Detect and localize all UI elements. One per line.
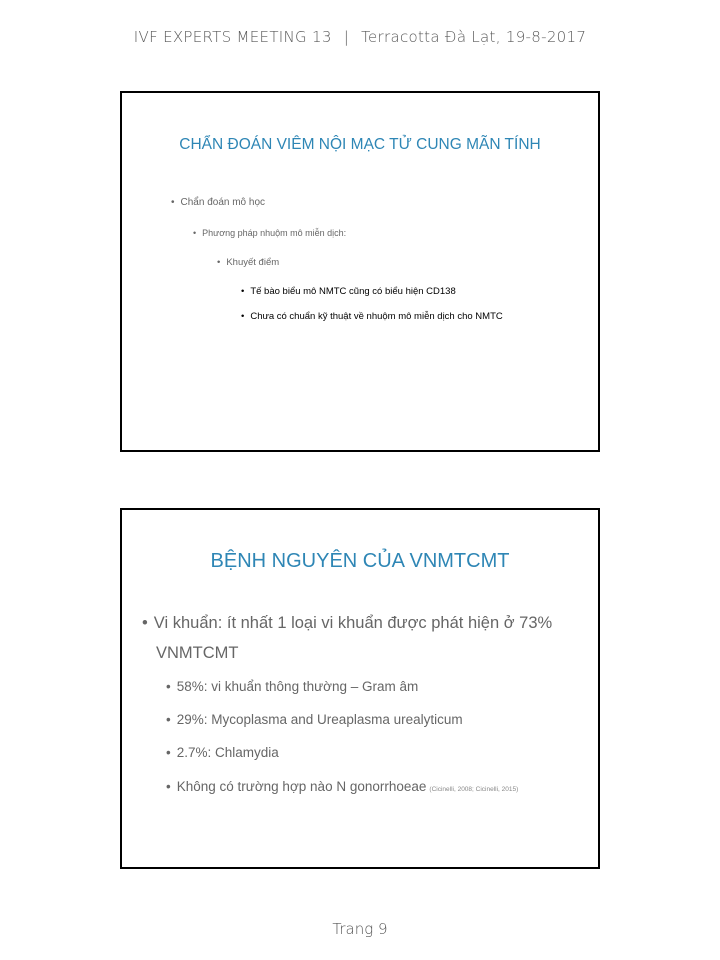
bullet-level-2: [166, 679, 418, 694]
header-venue-date: Terracotta Đà Lạt, 19-8-2017: [361, 28, 587, 46]
bullet-dot-icon: •: [193, 228, 197, 238]
bullet-dot-icon: •: [166, 779, 171, 794]
bullet-level-1: [171, 197, 265, 208]
bullet-text: Chưa có chuẩn kỹ thuật về nhuộm mô miễn dịch cho NMTC: [250, 311, 503, 322]
slide-title: BỆNH NGUYÊN CỦA VNMTCMT: [210, 550, 510, 572]
slide-thumbnail-1: [120, 91, 600, 452]
bullet-text: Tế bào biểu mô NMTC cũng có biểu hiện CD138: [250, 286, 456, 297]
bullet-text: Chẩn đoán mô học: [180, 197, 266, 208]
bullet-dot-icon: •: [241, 311, 245, 322]
bullet-level-2: [166, 745, 279, 760]
bullet-dot-icon: •: [217, 257, 221, 268]
bullet-text: 2.7%: Chlamydia: [176, 745, 279, 760]
bullet-text: 29%: Mycoplasma and Ureaplasma urealyticum: [176, 712, 463, 727]
slide-title: CHẨN ĐOÁN VIÊM NỘI MẠC TỬ CUNG MÃN TÍNH: [179, 136, 541, 153]
bullet-continuation: VNMTCMT: [156, 644, 239, 662]
bullet-level-3: [217, 257, 279, 268]
bullet-level-2: [193, 228, 346, 238]
header-separator: |: [343, 28, 350, 46]
bullet-level-4: [241, 286, 456, 297]
bullet-dot-icon: •: [142, 614, 148, 632]
header-event-name: IVF EXPERTS MEETING 13: [133, 28, 332, 46]
bullet-level-2: [166, 712, 463, 727]
bullet-text: Khuyết điểm: [226, 257, 280, 268]
bullet-dot-icon: •: [166, 745, 171, 760]
bullet-dot-icon: •: [166, 679, 171, 694]
page-number: Trang 9: [332, 920, 388, 938]
page-header: [0, 28, 720, 46]
slide-thumbnail-2: [120, 508, 600, 869]
bullet-text: Vi khuẩn: ít nhất 1 loại vi khuẩn được phát hiện ở 73%: [153, 614, 553, 632]
bullet-level-4: [241, 311, 503, 322]
bullet-level-2: [166, 779, 518, 794]
bullet-dot-icon: •: [171, 197, 175, 208]
bullet-text: 58%: vi khuẩn thông thường – Gram âm: [176, 679, 419, 694]
bullet-level-1: [142, 614, 552, 633]
bullet-text: Phương pháp nhuộm mô miễn dịch:: [202, 228, 347, 238]
bullet-text: Không có trường hợp nào N gonorrhoeae: [176, 779, 427, 794]
bullet-dot-icon: •: [166, 712, 171, 727]
citation: (Cicinelli, 2008; Cicinelli, 2015): [429, 786, 519, 793]
bullet-dot-icon: •: [241, 286, 245, 297]
